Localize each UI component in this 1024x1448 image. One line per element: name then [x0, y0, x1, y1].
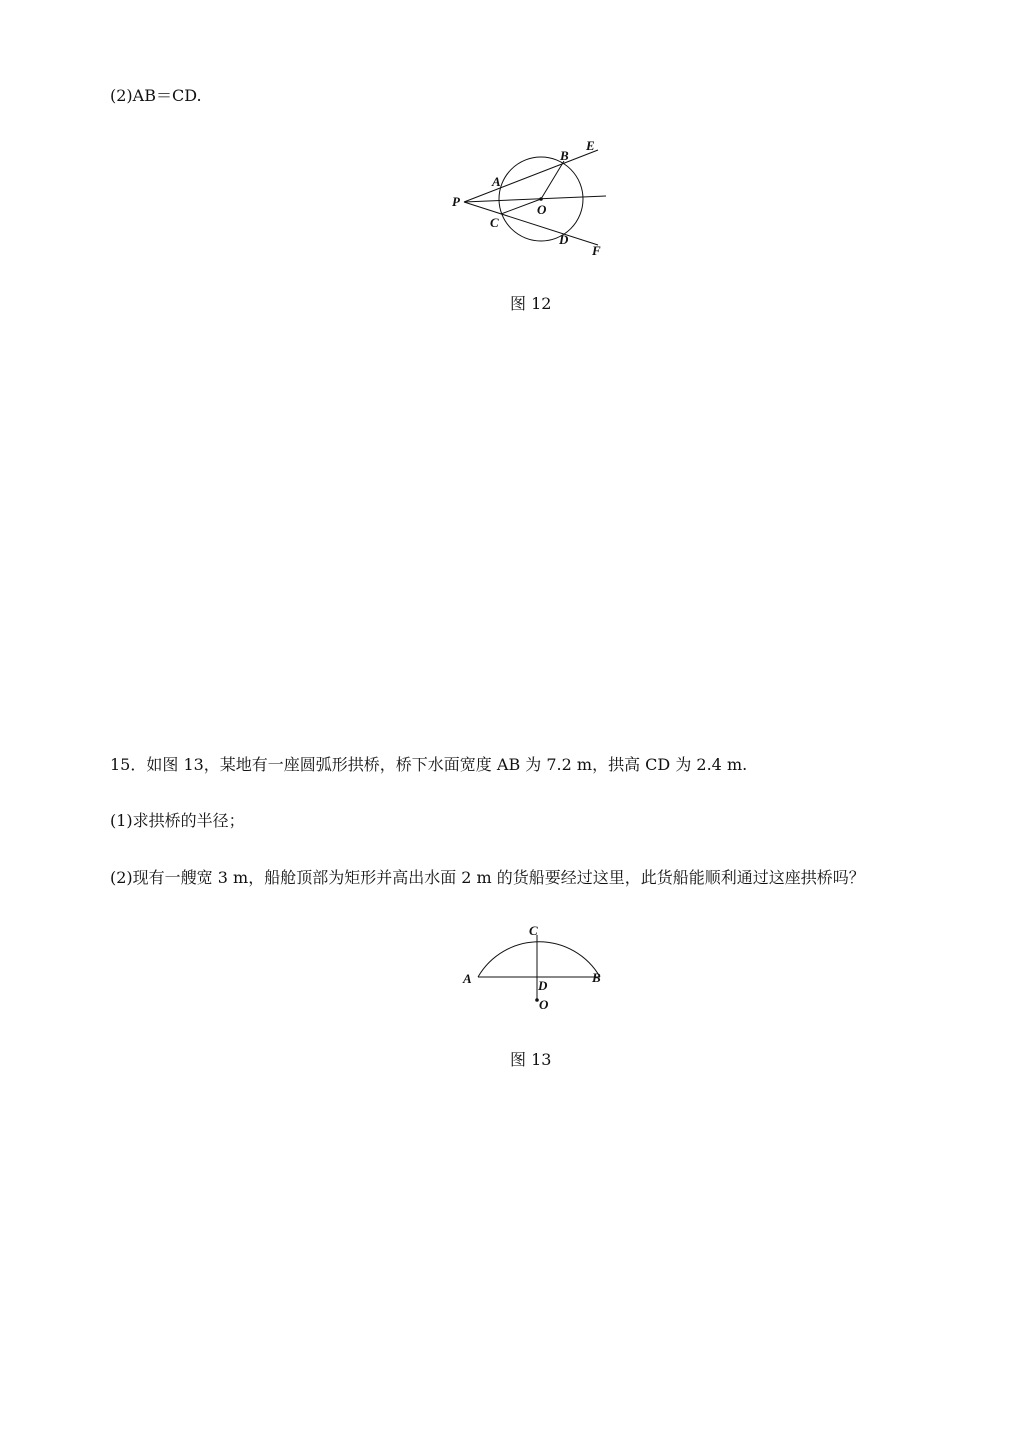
problem-15-question-2: (2)现有一艘宽 3 m，船舱顶部为矩形并高出水面 2 m 的货船要经过这里，此货船能顺利通过这座拱桥吗？ [110, 868, 865, 887]
label-e: E [586, 138, 595, 153]
label-f: F [592, 243, 601, 258]
label-c: C [529, 923, 538, 938]
problem-15-stem: 15．如图 13，某地有一座圆弧形拱桥，桥下水面宽度 AB 为 7.2 m，拱高 CD 为 2.4 m. [110, 755, 748, 774]
label-c: C [490, 215, 499, 230]
label-b: B [592, 970, 601, 985]
problem-15-question-1: (1)求拱桥的半径； [110, 811, 245, 830]
figure-12-caption: 图 12 [510, 294, 552, 313]
label-a: A [463, 971, 472, 986]
figure-13-caption: 图 13 [510, 1050, 552, 1069]
label-o: O [539, 997, 549, 1012]
center-point-o [539, 197, 543, 201]
label-o: O [537, 202, 547, 217]
label-d: D [538, 978, 548, 993]
label-p: P [452, 194, 460, 209]
label-d: D [559, 232, 569, 247]
arc-acb [478, 942, 600, 977]
segment-ob [541, 161, 564, 199]
proof-part2: (2)AB＝CD. [110, 86, 202, 105]
label-b: B [560, 148, 569, 163]
figure-13-diagram [455, 920, 615, 1015]
secant-pf [464, 202, 598, 245]
segment-oc [501, 199, 541, 214]
label-a: A [492, 174, 501, 189]
figure-12-diagram [440, 130, 630, 270]
